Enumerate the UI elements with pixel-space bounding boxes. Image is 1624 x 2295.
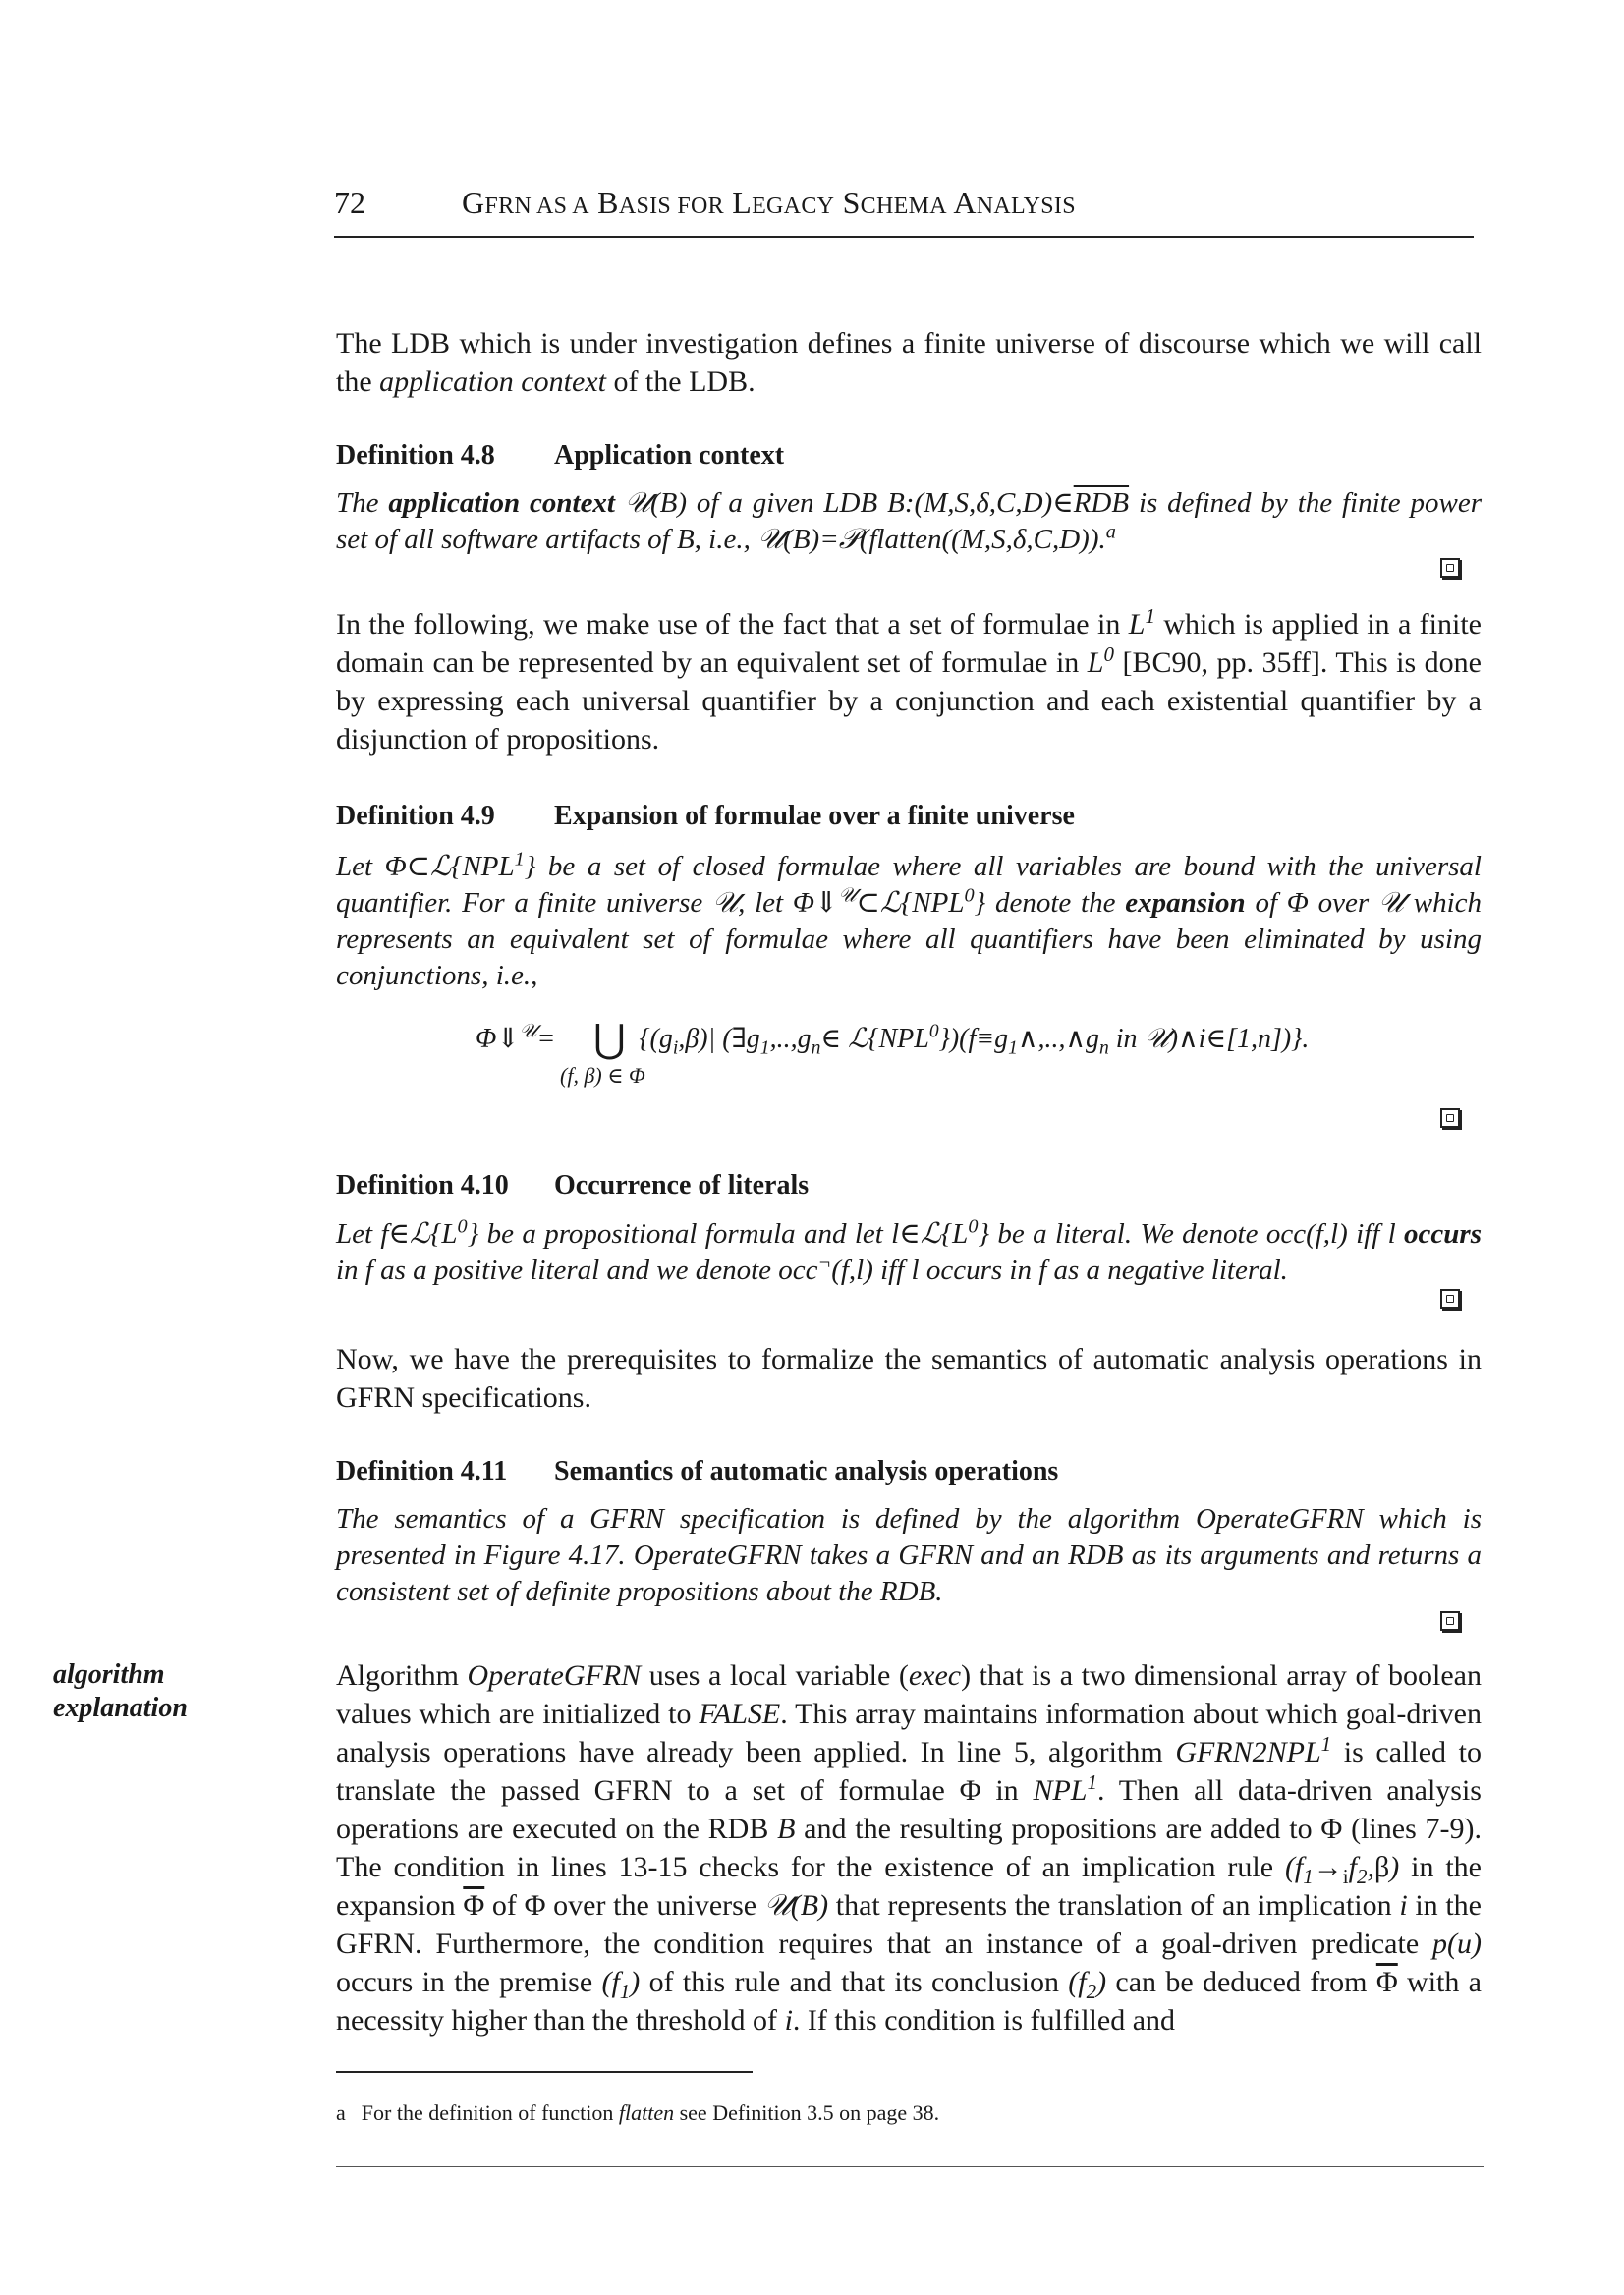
definition-4-10-body: Let $f\in ℒ\{L^0\}$ be a propositional formula and let $l\in ℒ\{L^0\}$ be a literal. We denote occ(f,l) iff l occurs in f as a positive literal and we denote occ¬(f,l) iff l occurs in f as a negative literal. <box>336 1215 1482 1286</box>
body-paragraph-2: In the following, we make use of the fact that a set of formulae in $L^1$ which is applied in a finite domain can be represented by an equivalent set of formulae in $L^0$ [BC90, pp. 35ff]. This is done by expressing each universal quantifier by a conjunction and each existential quantifier by a disjunction of propositions. <box>336 604 1482 756</box>
definition-number: Definition 4.11 <box>336 1456 508 1486</box>
definition-title: Application context <box>554 440 785 471</box>
footnote-text: For the definition of function flatten see Definition 3.5 on page 38. <box>361 2100 940 2125</box>
definition-4-8-body: The application context 𝒰(B) of a given LDB $B:(M,S,\delta,C,D)\in\overline{RDB}$ is defined by the finite power set of all software artifacts of B, i.e., 𝒰(B)=𝒫(flatten((M,S,δ,C,D)).$^a$ <box>336 487 1482 555</box>
definition-4-10-heading <box>336 1170 809 1202</box>
running-title: GFRN AS A BASIS FOR LEGACY SCHEMA ANALYSIS <box>462 185 1076 220</box>
definition-number: Definition 4.10 <box>336 1170 509 1201</box>
end-of-definition-icon <box>1440 1611 1460 1631</box>
margin-note-line-1: algorithm <box>53 1659 165 1690</box>
footnote <box>336 2100 939 2126</box>
expansion-formula: Φ⇓$^𝒰$= ⋃ {$(g_i,\beta)|$ ($\exists g_1,..,g_n\in$ $ℒ\{NPL^0\})(f\equiv g_1\wedge,..,\wedge g_n$ in 𝒰)∧i∈[1,n])}. <box>476 1017 1310 1061</box>
definition-4-9-heading <box>336 801 1075 832</box>
end-of-definition-icon <box>1440 558 1460 578</box>
definition-number: Definition 4.9 <box>336 801 495 831</box>
page-number: 72 <box>334 185 365 220</box>
definition-4-11-body: The semantics of a GFRN specification is defined by the algorithm OperateGFRN which is presented in Figure 4.17. OperateGFRN takes a GFRN and an RDB as its arguments and returns a consistent set of definite propositions about the RDB. <box>336 1503 1482 1607</box>
bottom-rule <box>336 2166 1484 2167</box>
union-symbol: ⋃ <box>593 1017 626 1061</box>
definition-4-8-heading <box>336 440 784 472</box>
definition-title: Expansion of formulae over a finite universe <box>554 801 1075 831</box>
body-paragraph-4: Algorithm OperateGFRN uses a local variable (exec) that is a two dimensional array of boolean values which are initialized to FALSE. This array maintains information about which goal-driven analysis operations have already been applied. In line 5, algorithm GFRN2NPL$^1$ is called to translate the passed GFRN to a set of formulae Φ in NPL$^1$. Then all data-driven analysis operations are executed on the RDB B and the resulting propositions are added to Φ (lines 7-9). The condition in lines 13-15 checks for the existence of an implication rule $(f_1\to_if_2,\beta)$ in the expansion $\overline{\Phi}$ of Φ over the universe 𝒰(B) that represents the translation of an implication i in the GFRN. Furthermore, the condition requires that an instance of a goal-driven predicate p(u) occurs in the premise $(f_1)$ of this rule and that its conclusion $(f_2)$ can be deduced from $\overline{\Phi}$ with a necessity higher than the threshold of i. If this condition is fulfilled and <box>336 1659 1483 2037</box>
definition-title: Semantics of automatic analysis operations <box>554 1456 1059 1486</box>
margin-note-line-2: explanation <box>53 1693 188 1723</box>
intro-paragraph: The LDB which is under investigation defines a finite universe of discourse which we will call the application context of the LDB. <box>336 327 1482 398</box>
body-paragraph-3: Now, we have the prerequisites to formalize the semantics of automatic analysis operations in GFRN specifications. <box>336 1343 1482 1414</box>
running-header <box>334 185 1474 238</box>
end-of-definition-icon <box>1440 1289 1460 1309</box>
definition-4-11-heading <box>336 1456 1058 1487</box>
end-of-definition-icon <box>1440 1108 1460 1128</box>
definition-number: Definition 4.8 <box>336 440 495 471</box>
margin-note <box>53 1658 188 1725</box>
definition-title: Occurrence of literals <box>554 1170 810 1201</box>
footnote-rule <box>336 2071 753 2073</box>
definition-4-9-body: Let Φ⊂ℒ{NPL$^1$} be a set of closed formulae where all variables are bound with the universal quantifier. For a finite universe 𝒰, let Φ⇓$^𝒰$⊂ℒ{NPL$^0$} denote the expansion of Φ over 𝒰 which represents an equivalent set of formulae where all quantifiers have been eliminated by using conjunctions, i.e., <box>336 848 1482 991</box>
formula-subscript: (f, β) ∈ Φ <box>560 1063 645 1088</box>
footnote-marker: a <box>336 2100 346 2125</box>
